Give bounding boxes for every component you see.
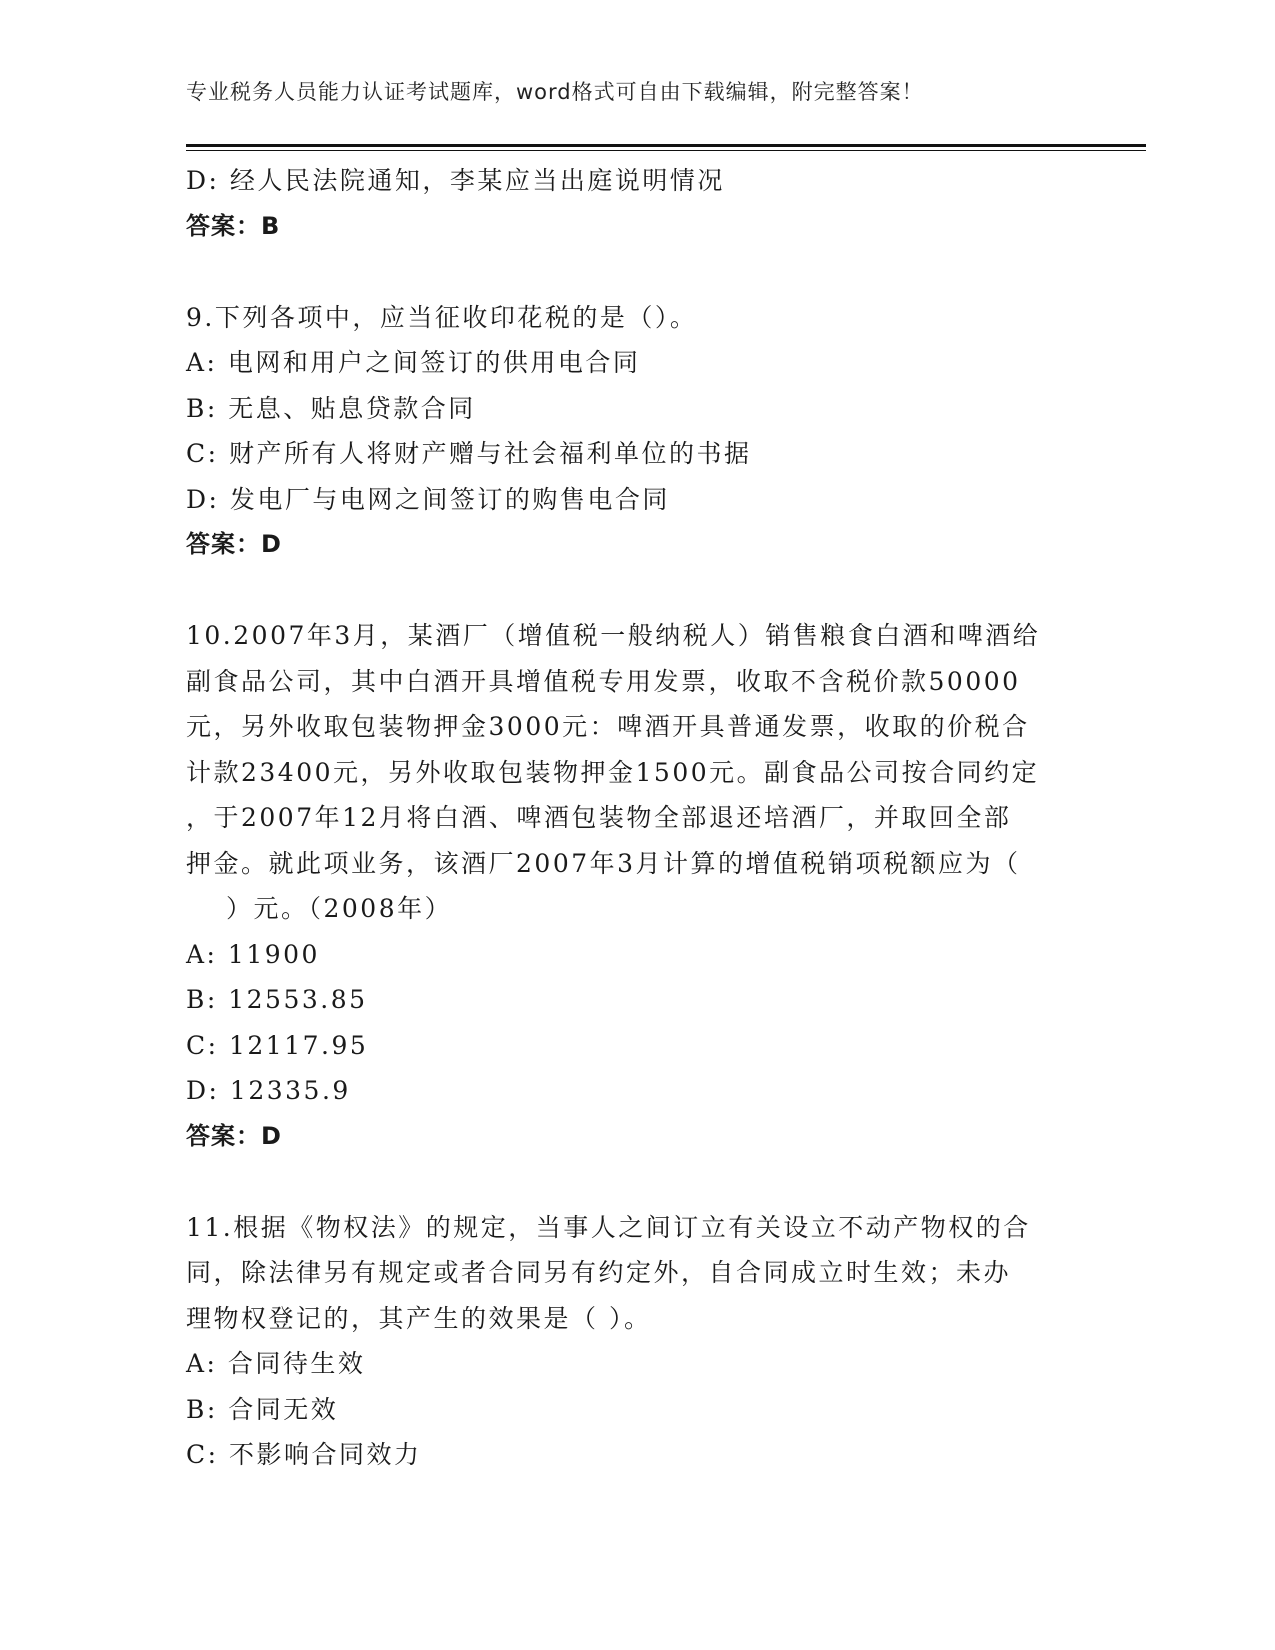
q11-option-a: A: 合同待生效	[186, 1349, 366, 1378]
spacer	[186, 1159, 1086, 1205]
q10-stem-line: 副食品公司，其中白酒开具增值税专用发票，收取不含税价款50000	[186, 666, 1021, 696]
q10-answer: 答案：D	[186, 1121, 282, 1150]
header-rule-thin	[186, 150, 1146, 151]
q10-stem-line: 10.2007年3月，某酒厂（增值税一般纳税人）销售粮食白酒和啤酒给	[186, 621, 1041, 650]
q8-answer: 答案：B	[186, 211, 281, 240]
q10-stem-line: 计款23400元，另外收取包装物押金1500元。副食品公司按合同约定	[186, 757, 1040, 787]
q9-option-b: B: 无息、贴息贷款合同	[186, 393, 476, 423]
q10-stem-line: 元，另外收取包装物押金3000元：啤酒开具普通发票，收取的价税合	[186, 712, 1030, 741]
question-content	[186, 158, 1086, 1478]
q10-stem-line: ，于2007年12月将白酒、啤酒包装物全部退还培酒厂，并取回全部	[186, 803, 1012, 832]
q11-stem-line: 同，除法律另有规定或者合同另有约定外，自合同成立时生效；未办	[186, 1258, 1012, 1287]
q10-stem-line: ）元。（2008年）	[226, 894, 453, 923]
spacer	[186, 568, 1086, 614]
q9-stem: 9.下列各项中，应当征收印花税的是（）。	[186, 302, 698, 332]
q9-option-a: A: 电网和用户之间签订的供用电合同	[186, 348, 641, 377]
q10-option-a: A: 11900	[186, 939, 320, 969]
q11-option-b: B: 合同无效	[186, 1394, 339, 1424]
q8-option-d: D: 经人民法院通知，李某应当出庭说明情况	[186, 166, 725, 195]
q11-stem-line: 11.根据《物权法》的规定，当事人之间订立有关设立不动产物权的合	[186, 1212, 1031, 1242]
q9-option-c: C: 财产所有人将财产赠与社会福利单位的书据	[186, 439, 752, 468]
q10-option-c: C: 12117.95	[186, 1030, 369, 1060]
q9-option-d: D: 发电厂与电网之间签订的购售电合同	[186, 484, 670, 514]
spacer	[186, 249, 1086, 295]
q10-option-d: D: 12335.9	[186, 1076, 351, 1105]
q10-stem-line: 押金。就此项业务，该酒厂2007年3月计算的增值税销项税额应为（	[186, 848, 1021, 878]
q10-option-b: B: 12553.85	[186, 985, 368, 1014]
q11-stem-line: 理物权登记的，其产生的效果是（ ）。	[186, 1303, 652, 1333]
q9-answer: 答案：D	[186, 530, 282, 558]
header-rule-thick	[186, 144, 1146, 147]
page-header: 专业税务人员能力认证考试题库，word格式可自由下载编辑，附完整答案！	[186, 80, 924, 104]
q11-option-c: C: 不影响合同效力	[186, 1440, 422, 1469]
